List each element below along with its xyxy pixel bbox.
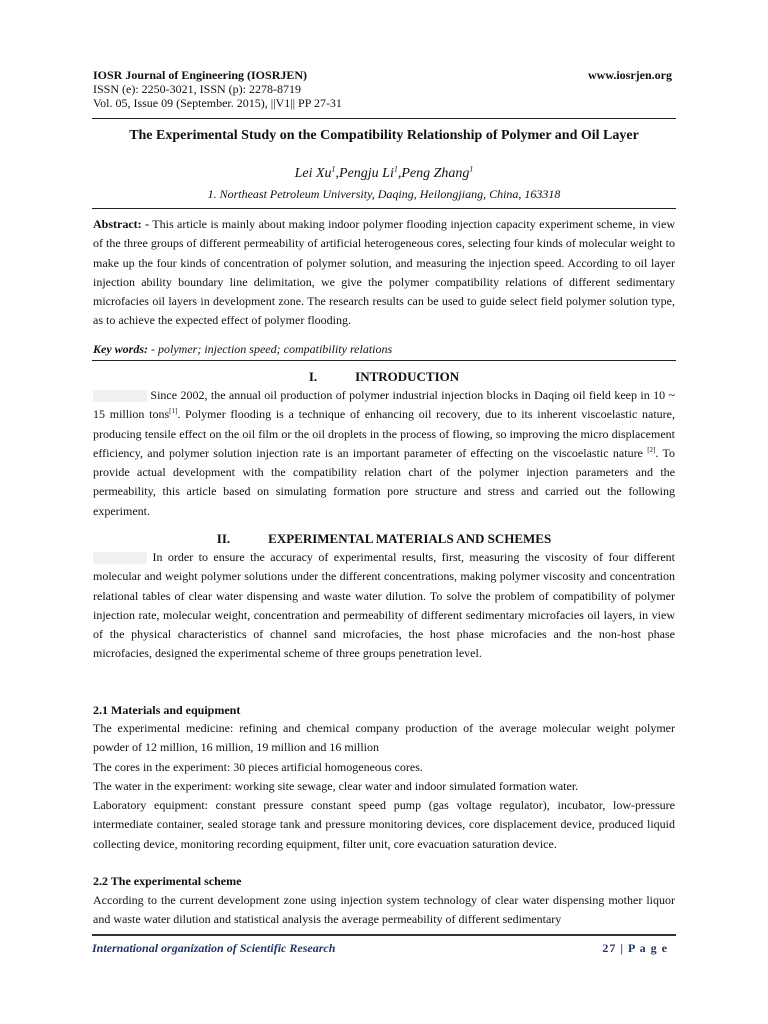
- list-item: The experimental medicine: refining and chemical company production of the average molecular weight polymer powder of 12 million, 16 million, 19 million and 16 million: [93, 721, 675, 755]
- intro-text: Since 2002, the annual oil production of polymer industrial injection blocks in Daqing oil field keep in 10 ~ 15 million tons: [93, 388, 675, 422]
- intro-text: . Polymer flooding is a technique of enhancing oil recovery, due to its inherent viscoelastic nature, producing tensile effect on the oil film or the oil droplets in the process of flowing, so improving the micro displacement efficiency, and polymer solution injection rate is an important parameter of effecting on the viscoelastic nature: [93, 407, 675, 460]
- section-heading: [92, 369, 676, 385]
- citation[interactable]: [2]: [647, 445, 656, 454]
- section-heading: [92, 531, 676, 547]
- page-number: 27 | P a g e: [602, 941, 668, 955]
- abstract-text: This article is mainly about making indoor polymer flooding injection capacity experiment scheme, in view of the three groups of different permeability of artificial heterogeneous cores, selecting four kinds of molecular weight to make up the four kinds of concentration of polymer solution, and measuring the injection speed. According to oil layer injection ability boundary line delimitation, we give the polymer compatibility relations of different sedimentary microfacies oil layers in development zone. The research results can be used to guide select field polymer solution type, as to achieve the expected effect of polymer flooding.: [93, 217, 675, 328]
- keywords: [93, 340, 675, 359]
- journal-name: IOSR Journal of Engineering (IOSRJEN): [93, 68, 308, 82]
- list-item: The cores in the experiment: 30 pieces artificial homogeneous cores.: [93, 759, 423, 774]
- issn-line: ISSN (e): 2250-3021, ISSN (p): 2278-8719: [93, 82, 301, 96]
- list-item: Laboratory equipment: constant pressure constant speed pump (gas voltage regulator), incubator, low-pressure intermediate container, sealed storage tank and pressure monitoring devices, core displacement device, produced liquid collecting device, monitoring recording equipment, filter unit, core evacuation saturation device.: [93, 798, 675, 851]
- footer-organization: International organization of Scientific Research: [92, 941, 336, 955]
- section-number: I.: [308, 369, 318, 384]
- author-affil-mark: 1: [393, 164, 398, 174]
- author-affil-mark: 1: [469, 164, 474, 174]
- paper-title: The Experimental Study on the Compatibility Relationship of Polymer and Oil Layer: [129, 128, 639, 143]
- volume-line: Vol. 05, Issue 09 (September. 2015), ||V1|| PP 27-31: [93, 96, 342, 110]
- intro-paragraph: [93, 386, 675, 521]
- keywords-label: Key words:: [93, 342, 148, 356]
- intro-text: . To provide actual development with the compatibility relation chart of the polymer injection parameters and the permeability, this article based on simulating formation pore structure and stress and carried out the following experiment.: [93, 445, 675, 518]
- affiliation: 1. Northeast Petroleum University, Daqing, Heilongjiang, China, 163318: [207, 187, 561, 201]
- subsection-heading: 2.2 The experimental scheme: [93, 874, 242, 888]
- materials-list: [93, 719, 675, 854]
- abstract-top-divider: [92, 208, 676, 209]
- paragraph-indent: [93, 390, 147, 402]
- author-affil-mark: 1: [331, 164, 336, 174]
- scheme-paragraph: According to the current development zone using injection system technology of clear water dispensing mother liquor and waste water dilution and statistical analysis the average permeability of different sedimentary: [93, 893, 675, 927]
- section-number: II.: [216, 531, 231, 546]
- journal-website[interactable]: www.iosrjen.org: [588, 68, 672, 82]
- list-item: The water in the experiment: working site sewage, clear water and indoor simulated formation water.: [93, 778, 579, 793]
- materials-text: In order to ensure the accuracy of experimental results, first, measuring the viscosity of four different molecular and weight polymer solutions under the different concentrations, making polymer viscosity and concentration relational tables of clear water dispensing and waste water dilution. To solve the problem of compatibility of polymer injection rate, molecular weight, concentration and permeability of different sedimentary microfacies oil layers, in view of the physical characteristics of channel sand microfacies, the host phase microfacies and the non-host phase microfacies, designed the experimental scheme of three groups penetration level.: [93, 550, 676, 661]
- abstract-label: Abstract: -: [93, 217, 150, 231]
- author-name: ,Peng Zhang: [397, 166, 470, 181]
- section-title: EXPERIMENTAL MATERIALS AND SCHEMES: [268, 531, 552, 546]
- section-title: INTRODUCTION: [355, 369, 460, 384]
- author-line: [92, 166, 676, 182]
- subsection-heading: 2.1 Materials and equipment: [93, 703, 241, 717]
- citation[interactable]: [1]: [169, 407, 178, 416]
- abstract: [93, 215, 675, 331]
- paragraph-indent: [93, 552, 147, 564]
- author-name: Lei Xu: [294, 166, 332, 181]
- keywords-text: - polymer; injection speed; compatibility relations: [148, 342, 393, 356]
- author-name: ,Pengju Li: [335, 166, 394, 181]
- materials-paragraph: [93, 548, 675, 664]
- header-divider: [92, 118, 676, 119]
- keywords-divider: [92, 360, 676, 361]
- journal-header: [93, 68, 342, 110]
- footer-divider: [92, 934, 676, 936]
